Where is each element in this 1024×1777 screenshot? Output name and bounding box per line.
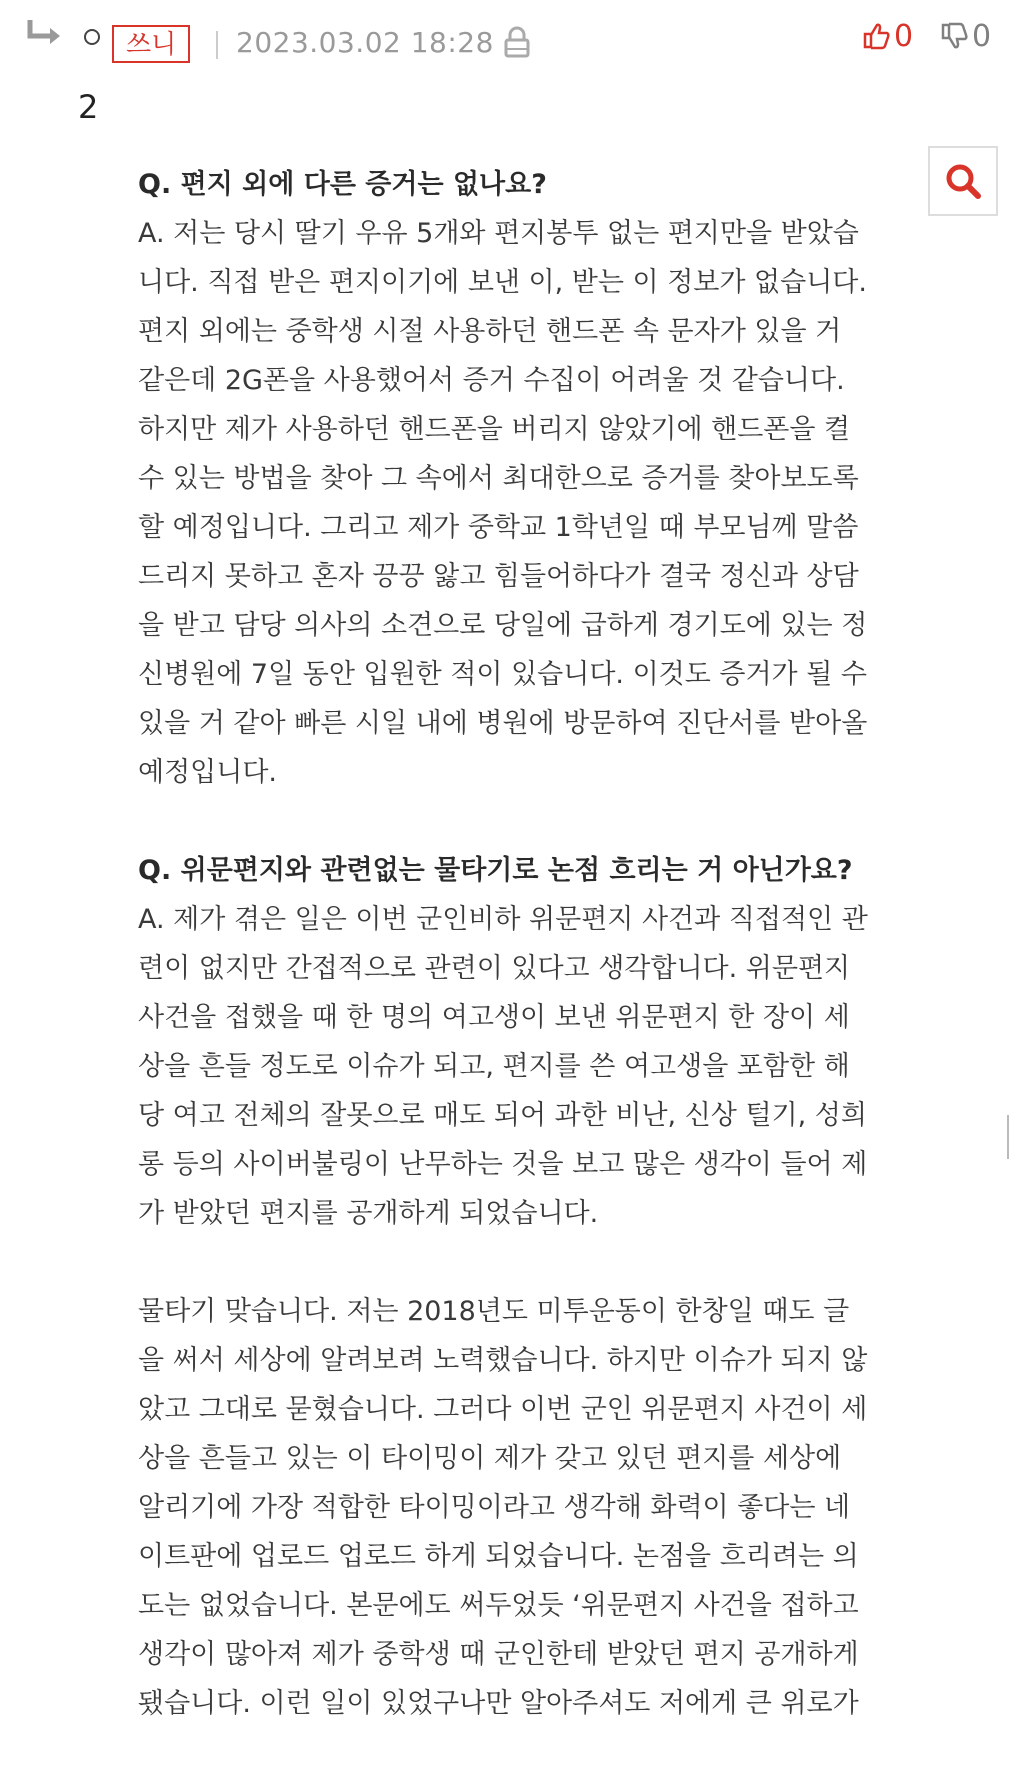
answer-line: 편지 외에는 중학생 시절 사용하던 핸드폰 속 문자가 있을 거: [138, 316, 842, 347]
question-2: Q. 위문편지와 관련없는 물타기로 논점 흐리는 거 아닌가요?: [138, 855, 853, 886]
answer-line: A. 제가 겪은 일은 이번 군인비하 위문편지 사건과 직접적인 관: [138, 904, 868, 935]
reply-arrow-icon: [24, 18, 66, 50]
answer-line: 드리지 못하고 혼자 끙끙 앓고 힘들어하다가 결국 정신과 상담: [138, 561, 859, 592]
answer-line: 물타기 맞습니다. 저는 2018년도 미투운동이 한창일 때도 글: [138, 1296, 850, 1327]
answer-line: 사건을 접했을 때 한 명의 여고생이 보낸 위문편지 한 장이 세: [138, 1002, 850, 1033]
answer-line: 롱 등의 사이버불링이 난무하는 것을 보고 많은 생각이 들어 제: [138, 1149, 868, 1180]
answer-line: 예정입니다.: [138, 757, 277, 788]
answer-2-continued: [138, 1287, 938, 1728]
answer-line: 을 써서 세상에 알려보려 노력했습니다. 하지만 이슈가 되지 않: [138, 1345, 868, 1376]
answer-line: 당 여고 전체의 잘못으로 매도 되어 과한 비난, 신상 털기, 성희: [138, 1100, 867, 1131]
answer-line: 이트판에 업로드 업로드 하게 되었습니다. 논점을 흐리려는 의: [138, 1541, 859, 1572]
dislike-button[interactable]: [940, 16, 991, 56]
answer-line: 니다. 직접 받은 편지이기에 보낸 이, 받는 이 정보가 없습니다.: [138, 267, 867, 298]
answer-line: 하지만 제가 사용하던 핸드폰을 버리지 않았기에 핸드폰을 켤: [138, 414, 851, 445]
dislike-count: 0: [972, 18, 992, 54]
article-body: [138, 160, 938, 1777]
timestamp: 2023.03.02 18:28: [236, 26, 494, 59]
answer-line: 같은데 2G폰을 사용했어서 증거 수집이 어려울 것 같습니다.: [138, 365, 845, 396]
answer-line: 상을 흔들 정도로 이슈가 되고, 편지를 쓴 여고생을 포함한 해: [138, 1051, 850, 1082]
thumbs-down-icon: [940, 21, 970, 51]
answer-1: [138, 209, 938, 797]
answer-line: 상을 흔들고 있는 이 타이밍이 제가 갖고 있던 편지를 세상에: [138, 1443, 842, 1474]
answer-line: 았고 그대로 묻혔습니다. 그러다 이번 군인 위문편지 사건이 세: [138, 1394, 868, 1425]
qa-evidence: [138, 160, 938, 797]
like-button[interactable]: [862, 16, 913, 56]
divider: [216, 31, 218, 59]
answer-2: [138, 895, 938, 1238]
reply-number: 2: [78, 88, 99, 126]
lock-icon: [502, 26, 532, 58]
scroll-indicator[interactable]: [1007, 1115, 1009, 1159]
answer-line: 있을 거 같아 빠른 시일 내에 병원에 방문하여 진단서를 받아올: [138, 708, 868, 739]
answer-line: 도는 없었습니다. 본문에도 써두었듯 ‘위문편지 사건을 접하고: [138, 1590, 859, 1621]
qa-distraction: [138, 846, 938, 1728]
like-count: 0: [894, 18, 914, 54]
answer-line: 신병원에 7일 동안 입원한 적이 있습니다. 이것도 증거가 될 수: [138, 659, 867, 690]
answer-line: 수 있는 방법을 찾아 그 속에서 최대한으로 증거를 찾아보도록: [138, 463, 859, 494]
answer-line: A. 저는 당시 딸기 우유 5개와 편지봉투 없는 편지만을 받았습: [138, 218, 859, 249]
answer-line: 할 예정입니다. 그리고 제가 중학교 1학년일 때 부모님께 말씀: [138, 512, 859, 543]
bullet-circle: [84, 29, 100, 45]
answer-line: 됐습니다. 이런 일이 있었구나만 알아주셔도 저에게 큰 위로가: [138, 1688, 859, 1719]
answer-line: 련이 없지만 간접적으로 관련이 있다고 생각합니다. 위문편지: [138, 953, 851, 984]
search-button[interactable]: [928, 146, 998, 216]
answer-line: 을 받고 담당 의사의 소견으로 당일에 급하게 경기도에 있는 정: [138, 610, 868, 641]
answer-line: 가 받았던 편지를 공개하게 되었습니다.: [138, 1198, 599, 1229]
reply-header: [0, 0, 1024, 90]
search-icon: [944, 162, 982, 200]
answer-line: 생각이 많아져 제가 중학생 때 군인한테 받았던 편지 공개하게: [138, 1639, 859, 1670]
answer-line: 알리기에 가장 적합한 타이밍이라고 생각해 화력이 좋다는 네: [138, 1492, 851, 1523]
question-1: Q. 편지 외에 다른 증거는 없나요?: [138, 169, 547, 200]
thumbs-up-icon: [862, 21, 892, 51]
author-badge[interactable]: 쓰니: [112, 25, 190, 63]
